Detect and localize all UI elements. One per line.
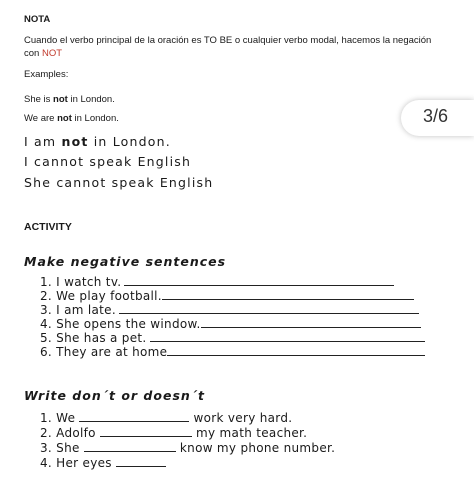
example-2: We are not in London. xyxy=(24,113,119,124)
list-item: 2. We play football. xyxy=(40,289,414,303)
answer-blank[interactable] xyxy=(150,331,425,342)
list-item: 1. I watch tv. xyxy=(40,275,394,289)
list-item: 6. They are at home xyxy=(40,345,425,359)
list-item: 4. She opens the window. xyxy=(40,317,421,331)
section-1-title: Make negative sentences xyxy=(24,254,227,269)
not-highlight: NOT xyxy=(41,48,63,59)
list-item: 3. I am late. xyxy=(40,303,419,317)
list-item: 5. She has a pet. xyxy=(40,331,425,345)
example-3: I am not in London. xyxy=(24,134,171,149)
section-2-title: Write don´t or doesn´t xyxy=(24,388,206,403)
page-indicator-text: 3/6 xyxy=(423,106,449,126)
answer-blank[interactable] xyxy=(100,426,192,437)
page-indicator xyxy=(401,100,474,136)
examples-label: Examples: xyxy=(24,69,69,80)
example-1: She is not in London. xyxy=(24,94,115,105)
nota-title: NOTA xyxy=(24,14,51,25)
answer-blank[interactable] xyxy=(124,275,394,286)
answer-blank[interactable] xyxy=(116,456,166,467)
list-item: 2. Adolfo my math teacher. xyxy=(40,426,308,440)
list-item: 4. Her eyes xyxy=(40,456,166,470)
answer-blank[interactable] xyxy=(201,317,421,328)
example-5: She cannot speak English xyxy=(24,175,214,190)
activity-title: ACTIVITY xyxy=(24,221,72,233)
nota-line-2: con NOT xyxy=(24,48,63,59)
nota-line-1: Cuando el verbo principal de la oración es TO BE o cualquier verbo modal, hacemos la negación xyxy=(24,35,432,46)
answer-blank[interactable] xyxy=(162,289,414,300)
answer-blank[interactable] xyxy=(79,411,189,422)
answer-blank[interactable] xyxy=(119,303,419,314)
answer-blank[interactable] xyxy=(84,441,176,452)
list-item: 3. She know my phone number. xyxy=(40,441,336,455)
example-4: I cannot speak English xyxy=(24,154,192,169)
list-item: 1. We work very hard. xyxy=(40,411,293,425)
answer-blank[interactable] xyxy=(167,345,425,356)
